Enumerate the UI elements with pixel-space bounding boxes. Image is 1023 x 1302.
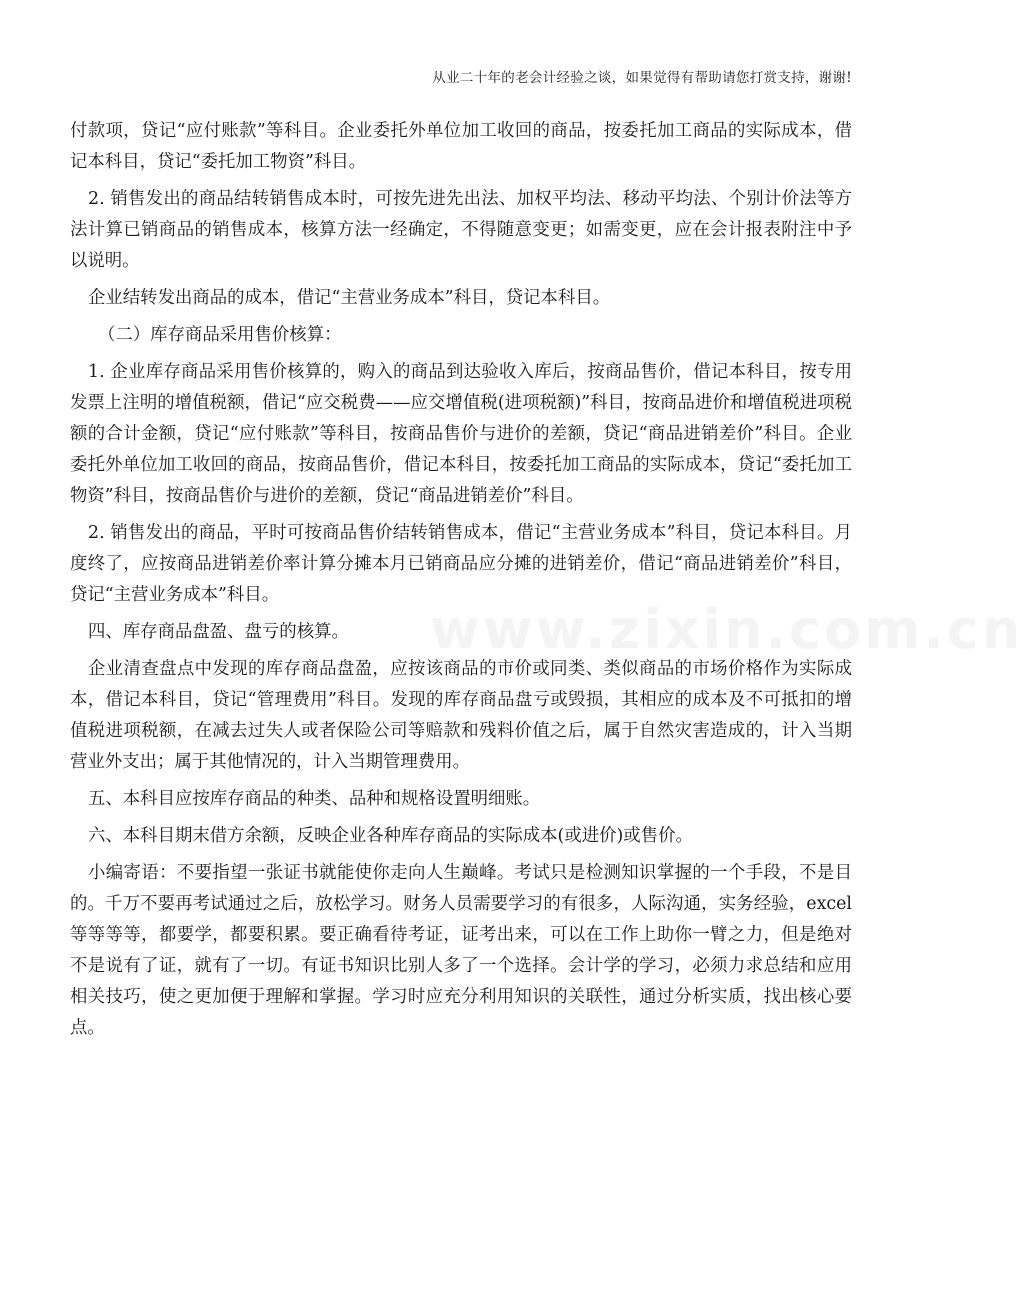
watermark: www.zixin.com.cn — [430, 598, 1023, 661]
document-body — [70, 116, 852, 1050]
section-heading-ending-balance: 六、本科目期末借方余额，反映企业各种库存商品的实际成本(或进价)或售价。 — [88, 826, 693, 846]
paragraph-cost-transfer: 企业结转发出商品的成本，借记“主营业务成本”科目，贷记本科目。 — [88, 288, 611, 308]
paragraph-sales-cost-methods: 2. 销售发出的商品结转销售成本时，可按先进先出法、加权平均法、移动平均法、个别计价法等方法计算已销商品的销售成本，核算方法一经确定，不得随意变更；如需变更，应在会计报表附注中予以说明。 — [70, 189, 852, 271]
paragraph-surplus-shortage: 企业清查盘点中发现的库存商品盘盈，应按该商品的市价或同类、类似商品的市场价格作为实际成本，借记本科目，贷记“管理费用”科目。发现的库存商品盘亏或毁损，其相应的成本及不可抵扣的增值税进项税额，在减去过失人或者保险公司等赔款和残料价值之后，属于自然灾害造成的，计入当期营业外支出；属于其他情况的，计入当期管理费用。 — [70, 659, 852, 772]
paragraph-editor-note: 小编寄语：不要指望一张证书就能使你走向人生巅峰。考试只是检测知识掌握的一个手段，不是目的。千万不要再考试通过之后，放松学习。财务人员需要学习的有很多，人际沟通，实务经验，excel等等等等，都要学，都要积累。要正确看待考证，证考出来，可以在工作上助你一臂之力，但是绝对不是说有了证，就有了一切。有证书知识比别人多了一个选择。会计学的学习，必须力求总结和应用相关技巧，使之更加便于理解和掌握。学习时应充分利用知识的关联性，通过分析实质，找出核心要点。 — [70, 863, 852, 1038]
paragraph-retail-price-purchase: 1. 企业库存商品采用售价核算的，购入的商品到达验收入库后，按商品售价，借记本科目，按专用发票上注明的增值税额，借记“应交税费——应交增值税(进项税额)”科目，按商品进价和增值税进项税额的合计金额，贷记“应付账款”等科目，按商品售价与进价的差额，贷记“商品进销差价”科目。企业委托外单位加工收回的商品，按商品售价，借记本科目，按委托加工商品的实际成本，贷记“委托加工物资”科目，按商品售价与进价的差额，贷记“商品进销差价”科目。 — [70, 362, 852, 506]
section-heading-retail-price: （二）库存商品采用售价核算： — [98, 325, 342, 345]
header-note: 从业二十年的老会计经验之谈，如果觉得有帮助请您打赏支持，谢谢! — [432, 70, 852, 86]
section-heading-surplus-shortage: 四、库存商品盘盈、盘亏的核算。 — [88, 622, 349, 642]
paragraph-retail-price-sales: 2. 销售发出的商品，平时可按商品售价结转销售成本，借记“主营业务成本”科目，贷记本科目。月度终了，应按商品进销差价率计算分摊本月已销商品应分摊的进销差价，借记“商品进销差价”科目，贷记“主营业务成本”科目。 — [70, 523, 852, 605]
paragraph-continuation: 付款项，贷记“应付账款”等科目。企业委托外单位加工收回的商品，按委托加工商品的实际成本，借记本科目，贷记“委托加工物资”科目。 — [70, 121, 852, 172]
section-heading-subsidiary-ledger: 五、本科目应按库存商品的种类、品种和规格设置明细账。 — [88, 789, 541, 809]
